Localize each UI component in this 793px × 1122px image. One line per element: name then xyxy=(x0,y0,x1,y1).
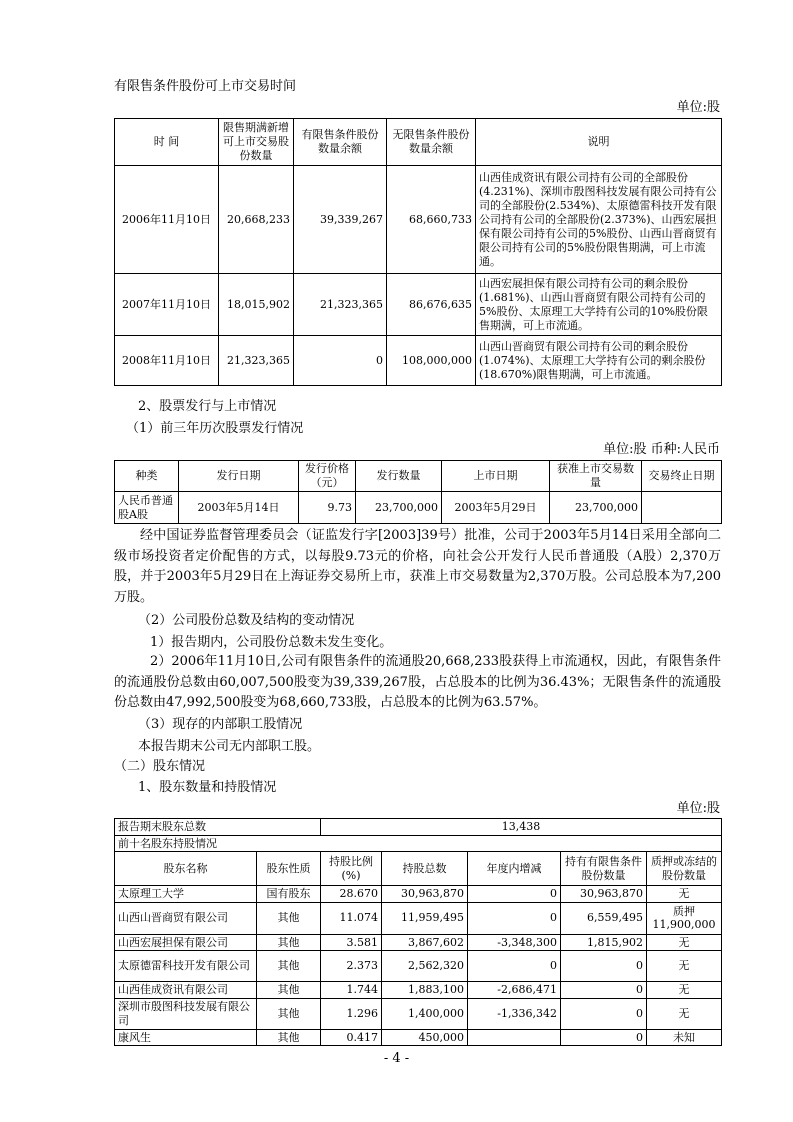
cell-restricted: 1,815,902 xyxy=(561,934,647,951)
table-row xyxy=(115,982,722,999)
header-cell: 年度内增减 xyxy=(468,852,561,886)
item-employee-shares: 本报告期末公司无内部职工股。 xyxy=(138,739,321,754)
table-row xyxy=(115,166,722,274)
cell-qty: 23,700,000 xyxy=(356,492,442,524)
item-share-total: 1）报告期内，公司股份总数未发生变化。 xyxy=(150,635,393,650)
cell-note: 山西佳成资讯有限公司持有公司的全部股份(4.231%)、深圳市殷图科技发展有限公司持有公司的全部股份(2.534%)、太原德雷科技开发有限公司持有公司的全部股份(2.373%)、山西宏展担保有限公司持有公司的5%股份、山西山晋商贸有限公司持有公司的5%股份限售期满，可上市流通。 xyxy=(476,166,722,274)
cell-restricted: 0 xyxy=(561,998,647,1029)
table-header-row xyxy=(115,461,722,492)
section-heading-issuance: 2、股票发行与上市情况 xyxy=(138,399,277,414)
cell-approved: 23,700,000 xyxy=(550,492,642,524)
header-cell: 限售期满新增可上市交易股份数量 xyxy=(219,119,294,166)
cell-name: 太原德雷科技开发有限公司 xyxy=(115,951,257,982)
cell-total: 1,400,000 xyxy=(382,998,468,1029)
cell-type: 人民币普通股A股 xyxy=(115,492,179,524)
header-cell: 有限售条件股份数量余额 xyxy=(294,119,387,166)
cell-nature: 其他 xyxy=(257,902,321,934)
cell-total: 30,963,870 xyxy=(382,886,468,903)
cell-date: 2007年11月10日 xyxy=(115,274,219,336)
table-row xyxy=(115,886,722,903)
cell-total: 3,867,602 xyxy=(382,934,468,951)
subheading-issuance-history: （1）前三年历次股票发行情况 xyxy=(126,421,304,436)
cell-nature: 其他 xyxy=(257,934,321,951)
paragraph-issuance: 经中国证券监督管理委员会（证监发行字[2003]39号）批准，公司于2003年5月14日采用全部向二级市场投资者定价配售的方式，以每股9.73元的价格，向社会公开发行人民币普通股（A股）2,370万股，并于2003年5月29日在上海证券交易所上市，获准上市交易数量为2,370万股。公司总股本为7,200万股。 xyxy=(114,528,721,605)
header-cell: 上市日期 xyxy=(442,461,550,492)
header-cell: 持股比例(%) xyxy=(321,852,382,886)
subheading-share-change: （2）公司股份总数及结构的变动情况 xyxy=(138,613,355,628)
header-cell: 种类 xyxy=(115,461,179,492)
table-row xyxy=(115,1029,722,1046)
table-header-row xyxy=(115,852,722,886)
cell-pledge: 无 xyxy=(647,998,722,1029)
cell-list-date: 2003年5月29日 xyxy=(442,492,550,524)
cell-name: 山西宏展担保有限公司 xyxy=(115,934,257,951)
cell-restricted: 30,963,870 xyxy=(561,886,647,903)
header-cell: 质押或冻结的股份数量 xyxy=(647,852,722,886)
cell-total: 1,883,100 xyxy=(382,982,468,999)
table-row xyxy=(115,934,722,951)
cell-pct: 11.074 xyxy=(321,902,382,934)
cell-unrestricted: 86,676,635 xyxy=(387,274,476,336)
cell-total: 2,562,320 xyxy=(382,951,468,982)
table-row xyxy=(115,274,722,336)
cell-change: -3,348,300 xyxy=(468,934,561,951)
cell-unrestricted: 108,000,000 xyxy=(387,336,476,386)
subheading-employee-shares: （3）现存的内部职工股情况 xyxy=(138,717,303,732)
cell-nature: 其他 xyxy=(257,982,321,999)
subheading-shareholder-count: 1、股东数量和持股情况 xyxy=(138,780,277,795)
header-cell: 时 间 xyxy=(115,119,219,166)
unit-label-3: 单位:股 xyxy=(676,801,720,816)
header-cell: 交易终止日期 xyxy=(642,461,722,492)
cell-pct: 28.670 xyxy=(321,886,382,903)
cell-date: 2008年11月10日 xyxy=(115,336,219,386)
cell-note: 山西山晋商贸有限公司持有公司的剩余股份(1.074%)、太原理工大学持有公司的剩余股份(18.670%)限售期满，可上市流通。 xyxy=(476,336,722,386)
cell-change xyxy=(468,1029,561,1046)
cell-restricted: 0 xyxy=(561,951,647,982)
cell-restricted: 6,559,495 xyxy=(561,902,647,934)
header-cell: 获准上市交易数量 xyxy=(550,461,642,492)
cell-date: 2006年11月10日 xyxy=(115,166,219,274)
cell-new: 21,323,365 xyxy=(219,336,294,386)
page-number: - 4 - xyxy=(383,1051,410,1066)
cell-name: 山西佳成资讯有限公司 xyxy=(115,982,257,999)
header-cell: 持有有限售条件股份数量 xyxy=(561,852,647,886)
cell-restricted: 21,323,365 xyxy=(294,274,387,336)
header-cell: 说明 xyxy=(476,119,722,166)
cell-total: 11,959,495 xyxy=(382,902,468,934)
cell-pct: 2.373 xyxy=(321,951,382,982)
cell-total: 450,000 xyxy=(382,1029,468,1046)
shareholders-table xyxy=(114,818,722,1046)
cell-pledge: 无 xyxy=(647,886,722,903)
cell-pledge: 无 xyxy=(647,934,722,951)
header-cell: 无限售条件股份数量余额 xyxy=(387,119,476,166)
unit-label-1: 单位:股 xyxy=(676,100,720,115)
section-title-lockup: 有限售条件股份可上市交易时间 xyxy=(114,79,297,94)
cell-restricted: 39,339,267 xyxy=(294,166,387,274)
cell-pledge: 质押 11,900,000 xyxy=(647,902,722,934)
table-row xyxy=(115,492,722,524)
cell-pledge: 无 xyxy=(647,982,722,999)
table-row xyxy=(115,998,722,1029)
cell-pct: 3.581 xyxy=(321,934,382,951)
cell-restricted: 0 xyxy=(294,336,387,386)
cell-new: 20,668,233 xyxy=(219,166,294,274)
header-cell: 持股总数 xyxy=(382,852,468,886)
cell-name: 山西山晋商贸有限公司 xyxy=(115,902,257,934)
cell-change: 0 xyxy=(468,902,561,934)
table-row xyxy=(115,951,722,982)
table-header-row xyxy=(115,119,722,166)
cell-issue-date: 2003年5月14日 xyxy=(179,492,299,524)
cell-change: 0 xyxy=(468,951,561,982)
header-cell: 发行数量 xyxy=(356,461,442,492)
cell-change: -2,686,471 xyxy=(468,982,561,999)
header-cell: 发行日期 xyxy=(179,461,299,492)
cell-name: 深圳市殷图科技发展有限公司 xyxy=(115,998,257,1029)
cell-note: 山西宏展担保有限公司持有公司的剩余股份(1.681%)、山西山晋商贸有限公司持有公司的5%股份、太原理工大学持有公司的10%股份限售期满，可上市流通。 xyxy=(476,274,722,336)
cell-pledge: 未知 xyxy=(647,1029,722,1046)
cell-pct: 0.417 xyxy=(321,1029,382,1046)
cell-restricted: 0 xyxy=(561,1029,647,1046)
cell-pct: 1.296 xyxy=(321,998,382,1029)
header-cell: 股东性质 xyxy=(257,852,321,886)
cell-top10-label: 前十名股东持股情况 xyxy=(115,835,722,852)
header-cell: 发行价格（元） xyxy=(299,461,356,492)
cell-unrestricted: 68,660,733 xyxy=(387,166,476,274)
lockup-schedule-table xyxy=(114,118,722,386)
header-cell: 股东名称 xyxy=(115,852,257,886)
cell-nature: 其他 xyxy=(257,1029,321,1046)
cell-nature: 国有股东 xyxy=(257,886,321,903)
table-row xyxy=(115,835,722,852)
cell-total-value: 13,438 xyxy=(321,819,722,836)
paragraph-share-structure: 2）2006年11月10日,公司有限售条件的流通股20,668,233股获得上市流通权，因此，有限售条件的流通股份总数由60,007,500股变为39,339,267股，占总股本的比例为36.43%；无限售条件的流通股份总数由47,992,500股变为68,660,733股，占总股本的比例为63.57%。 xyxy=(114,654,721,710)
cell-pct: 1.744 xyxy=(321,982,382,999)
cell-name: 康风生 xyxy=(115,1029,257,1046)
cell-price: 9.73 xyxy=(299,492,356,524)
cell-name: 太原理工大学 xyxy=(115,886,257,903)
table-row xyxy=(115,819,722,836)
cell-change: -1,336,342 xyxy=(468,998,561,1029)
cell-nature: 其他 xyxy=(257,998,321,1029)
cell-nature: 其他 xyxy=(257,951,321,982)
cell-total-label: 报告期末股东总数 xyxy=(115,819,321,836)
issuance-table xyxy=(114,460,722,524)
section-heading-shareholders: （二）股东情况 xyxy=(114,759,206,774)
table-row xyxy=(115,336,722,386)
cell-end xyxy=(642,492,722,524)
table-row xyxy=(115,902,722,934)
cell-change: 0 xyxy=(468,886,561,903)
cell-new: 18,015,902 xyxy=(219,274,294,336)
cell-pledge: 无 xyxy=(647,951,722,982)
cell-restricted: 0 xyxy=(561,982,647,999)
unit-label-2: 单位:股 币种:人民币 xyxy=(603,442,720,457)
